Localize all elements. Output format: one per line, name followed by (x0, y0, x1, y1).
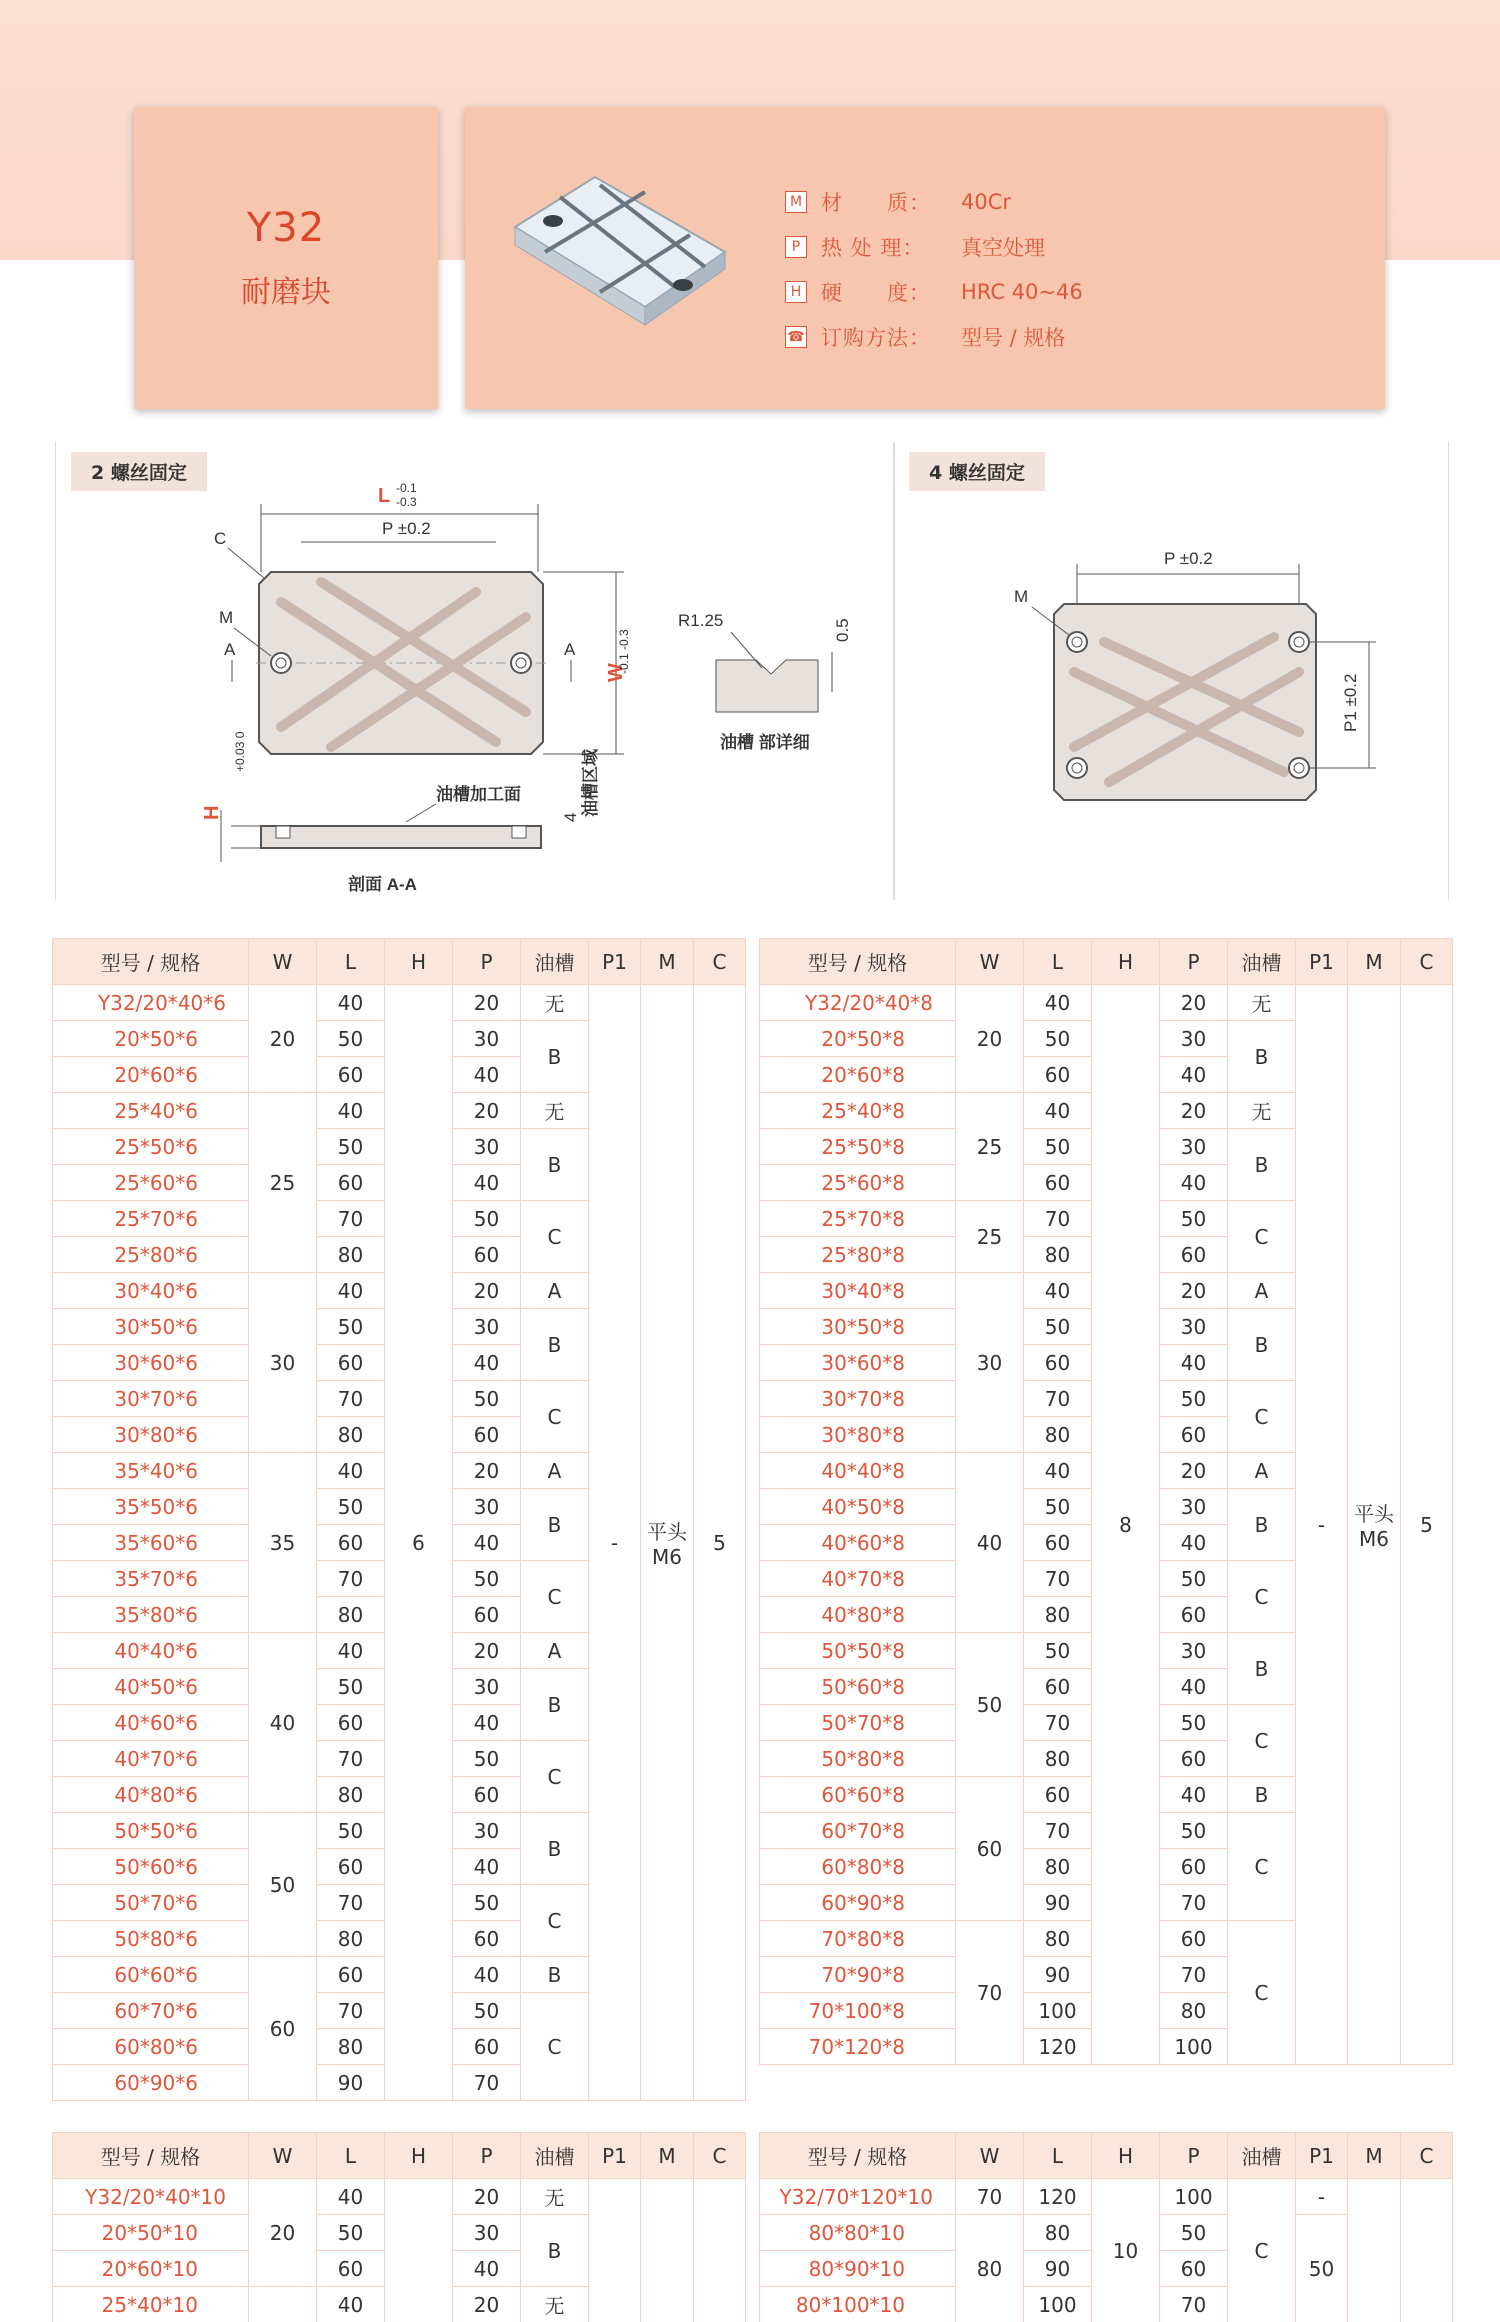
table-row: 70*100*8 100 80 (760, 1993, 1453, 2029)
model-cell: 60*80*6 (53, 2029, 249, 2065)
model-cell: 70*120*8 (760, 2029, 956, 2065)
spec-table-6mm (52, 938, 746, 2101)
table-row: 30*70*8 70 50 C (760, 1381, 1453, 1417)
model-cell: 40*40*8 (760, 1453, 956, 1489)
table-row: 25*40*10 40 20 无 (53, 2287, 746, 2322)
table-row: 40*60*6 60 40 (53, 1705, 746, 1741)
product-spec-card (465, 107, 1385, 409)
table-row: 30*40*8 30 40 20 A (760, 1273, 1453, 1309)
model-cell: 40*80*6 (53, 1777, 249, 1813)
table-row: 50*80*6 80 60 (53, 1921, 746, 1957)
table-row: 40*80*8 80 60 (760, 1597, 1453, 1633)
model-cell: 40*50*8 (760, 1489, 956, 1525)
model-cell: 25*70*8 (760, 1201, 956, 1237)
model-cell: 30*40*8 (760, 1273, 956, 1309)
model-cell: 40*50*6 (53, 1669, 249, 1705)
table-row: 60*70*8 70 50 C (760, 1813, 1453, 1849)
table-row: 50*60*6 60 40 (53, 1849, 746, 1885)
spec-table-10mm-b (759, 2132, 1453, 2322)
table-row: 30*60*8 60 40 (760, 1345, 1453, 1381)
table-row: 25*70*8 25 70 50 C (760, 1201, 1453, 1237)
model-cell: 30*40*6 (53, 1273, 249, 1309)
model-cell: 20*50*6 (53, 1021, 249, 1057)
table-row: 20*50*10 50 30 B (53, 2215, 746, 2251)
svg-text:R1.25: R1.25 (678, 611, 724, 630)
table-row: 25*60*8 60 40 (760, 1165, 1453, 1201)
model-cell: 30*50*6 (53, 1309, 249, 1345)
table-row: 25*40*6 25 40 20 无 (53, 1093, 746, 1129)
product-image (505, 157, 735, 337)
table-row: 50*50*6 50 50 30 B (53, 1813, 746, 1849)
table-header-row: 型号 / 规格 W L H P 油槽 P1 M C (760, 2133, 1453, 2179)
table-row: 60*60*6 60 60 40 B (53, 1957, 746, 1993)
technical-drawing-4-screw (894, 442, 1450, 900)
model-cell: 80*80*10 (760, 2215, 956, 2251)
table-row: 25*40*8 25 40 20 无 (760, 1093, 1453, 1129)
model-cell: Y32/70*120*10 (760, 2179, 956, 2215)
spec-material: M 材 质： 40Cr (785, 179, 1083, 224)
svg-text:M: M (1014, 587, 1029, 606)
table-header-row: 型号 / 规格 W L H P 油槽 P1 M C (760, 939, 1453, 985)
table-row: 80*80*10 80 80 50 50 (760, 2215, 1453, 2251)
table-row: 50*70*6 70 50 C (53, 1885, 746, 1921)
spec-table-8mm (759, 938, 1453, 2065)
model-cell: 60*70*6 (53, 1993, 249, 2029)
model-cell: 40*70*6 (53, 1741, 249, 1777)
table-header-row: 型号 / 规格 W L H P 油槽 P1 M C (53, 2133, 746, 2179)
table-row: 20*60*6 60 40 (53, 1057, 746, 1093)
table-row: 40*40*6 40 40 20 A (53, 1633, 746, 1669)
model-cell: 25*80*6 (53, 1237, 249, 1273)
table-row: 30*70*6 70 50 C (53, 1381, 746, 1417)
model-cell: 30*70*8 (760, 1381, 956, 1417)
model-cell: 25*60*8 (760, 1165, 956, 1201)
model-cell: 25*70*6 (53, 1201, 249, 1237)
table-row: 40*70*6 70 50 C (53, 1741, 746, 1777)
table-row: 60*70*6 70 50 C (53, 1993, 746, 2029)
dim-L: L (378, 485, 391, 507)
model-cell: 30*60*6 (53, 1345, 249, 1381)
model-cell: 50*70*8 (760, 1705, 956, 1741)
model-cell: 40*80*8 (760, 1597, 956, 1633)
groove-detail (716, 660, 818, 712)
table-row: Y32/70*120*10 70 120 10 100 C - (760, 2179, 1453, 2215)
svg-text:剖面 A-A: 剖面 A-A (348, 875, 417, 894)
model-cell: 30*80*6 (53, 1417, 249, 1453)
table-row: 25*50*6 50 30 B (53, 1129, 746, 1165)
model-cell: 80*100*10 (760, 2287, 956, 2322)
svg-text:+0.03 0: +0.03 0 (233, 731, 247, 772)
svg-text:P1 ±0.2: P1 ±0.2 (1341, 673, 1360, 732)
table-row: 30*40*6 30 40 20 A (53, 1273, 746, 1309)
table-row: 60*80*8 80 60 (760, 1849, 1453, 1885)
model-cell: Y32/20*40*6 (53, 985, 249, 1021)
spec-order-method: ☎ 订购方法： 型号 / 规格 (785, 314, 1083, 359)
svg-text:0.5: 0.5 (833, 618, 852, 642)
product-title-card (134, 107, 438, 409)
table-row: 50*70*8 70 50 C (760, 1705, 1453, 1741)
screw-type-cell: 平头 M6 (641, 985, 694, 2101)
table-header-row: 型号 / 规格 W L H P 油槽 P1 M C (53, 939, 746, 985)
model-cell: Y32/20*40*8 (760, 985, 956, 1021)
svg-text:-0.1: -0.1 (396, 481, 417, 495)
svg-text:A: A (224, 640, 236, 659)
dim-H: H (201, 805, 223, 820)
product-name: 耐磨块 (241, 275, 331, 310)
table-row: 20*60*10 60 40 (53, 2251, 746, 2287)
table-row: 40*80*6 80 60 (53, 1777, 746, 1813)
material-tag-icon: M (785, 191, 807, 213)
screw-type-cell: 平头 M6 (1348, 985, 1401, 2065)
model-cell: 35*50*6 (53, 1489, 249, 1525)
model-cell: 20*60*8 (760, 1057, 956, 1093)
model-cell: 50*70*6 (53, 1885, 249, 1921)
table-row: 30*50*8 50 30 B (760, 1309, 1453, 1345)
table-row: 20*50*8 50 30 B (760, 1021, 1453, 1057)
table-row: 40*70*8 70 50 C (760, 1561, 1453, 1597)
model-cell: 80*90*10 (760, 2251, 956, 2287)
svg-text:M: M (219, 608, 234, 627)
model-cell: 70*80*8 (760, 1921, 956, 1957)
model-cell: Y32/20*40*10 (53, 2179, 249, 2215)
spec-list (785, 179, 1083, 359)
model-cell: 60*60*6 (53, 1957, 249, 1993)
model-cell: 60*80*8 (760, 1849, 956, 1885)
svg-text:油槽加工面: 油槽加工面 (436, 785, 521, 804)
table-row: 35*80*6 80 60 (53, 1597, 746, 1633)
table-row: 35*60*6 60 40 (53, 1525, 746, 1561)
table-row: 30*80*6 80 60 (53, 1417, 746, 1453)
diagram-2-screw (55, 442, 895, 900)
table-row: 30*50*6 50 30 B (53, 1309, 746, 1345)
table-row: 30*80*8 80 60 (760, 1417, 1453, 1453)
table-row: 80*100*10 100 70 (760, 2287, 1453, 2322)
hardness-tag-icon: H (785, 281, 807, 303)
table-row: 35*50*6 50 30 B (53, 1489, 746, 1525)
model-cell: 35*80*6 (53, 1597, 249, 1633)
table-row: Y32/20*40*6 20 40 6 20 无 - 平头 M6 5 (53, 985, 746, 1021)
product-code: Y32 (246, 205, 326, 251)
table-row: 30*60*6 60 40 (53, 1345, 746, 1381)
table-row: 25*60*6 60 40 (53, 1165, 746, 1201)
model-cell: 60*60*8 (760, 1777, 956, 1813)
process-tag-icon: P (785, 236, 807, 258)
svg-text:油槽 部详细: 油槽 部详细 (720, 733, 810, 752)
model-cell: 60*70*8 (760, 1813, 956, 1849)
model-cell: 25*80*8 (760, 1237, 956, 1273)
model-cell: 20*50*10 (53, 2215, 249, 2251)
svg-text:4: 4 (561, 812, 580, 822)
model-cell: 70*100*8 (760, 1993, 956, 2029)
model-cell: 35*40*6 (53, 1453, 249, 1489)
dim-P: P ±0.2 (382, 519, 431, 538)
model-cell: 40*60*8 (760, 1525, 956, 1561)
svg-text:油槽区域: 油槽区域 (581, 749, 600, 817)
model-cell: 60*90*8 (760, 1885, 956, 1921)
model-cell: 50*60*6 (53, 1849, 249, 1885)
table-row: 50*60*8 60 40 (760, 1669, 1453, 1705)
svg-text:-0.3: -0.3 (396, 495, 417, 509)
phone-icon: ☎ (785, 326, 807, 348)
model-cell: 30*80*8 (760, 1417, 956, 1453)
model-cell: 25*60*6 (53, 1165, 249, 1201)
section-view (261, 826, 541, 848)
spec-table-10mm-a (52, 2132, 746, 2322)
table-row: 25*80*8 80 60 (760, 1237, 1453, 1273)
screw-hole-left (271, 653, 291, 673)
svg-text:P ±0.2: P ±0.2 (1164, 549, 1213, 568)
table-row: 20*50*6 50 30 B (53, 1021, 746, 1057)
table-row: 25*80*6 80 60 (53, 1237, 746, 1273)
table-row: 70*80*8 70 80 60 C (760, 1921, 1453, 1957)
table-row: 50*50*8 50 50 30 B (760, 1633, 1453, 1669)
model-cell: 35*70*6 (53, 1561, 249, 1597)
model-cell: 40*40*6 (53, 1633, 249, 1669)
model-cell: 20*50*8 (760, 1021, 956, 1057)
model-cell: 40*60*6 (53, 1705, 249, 1741)
diagram-4-screw (893, 442, 1449, 900)
diagram-title: 4 螺丝固定 (909, 452, 1045, 491)
table-row: 20*60*8 60 40 (760, 1057, 1453, 1093)
model-cell: 25*40*8 (760, 1093, 956, 1129)
model-cell: 25*50*8 (760, 1129, 956, 1165)
model-cell: 20*60*6 (53, 1057, 249, 1093)
table-row: 40*60*8 60 40 (760, 1525, 1453, 1561)
model-cell: 25*50*6 (53, 1129, 249, 1165)
table-row: Y32/20*40*10 20 40 20 无 (53, 2179, 746, 2215)
model-cell: 35*60*6 (53, 1525, 249, 1561)
table-row: 60*90*6 90 70 (53, 2065, 746, 2101)
table-row: 25*70*6 70 50 C (53, 1201, 746, 1237)
table-row: 50*80*8 80 60 (760, 1741, 1453, 1777)
model-cell: 60*90*6 (53, 2065, 249, 2101)
table-row: 40*50*8 50 30 B (760, 1489, 1453, 1525)
model-cell: 25*40*6 (53, 1093, 249, 1129)
model-cell: 30*70*6 (53, 1381, 249, 1417)
dim-W: W (605, 663, 627, 682)
model-cell: 50*60*8 (760, 1669, 956, 1705)
spec-hardness: H 硬 度： HRC 40~46 (785, 269, 1083, 314)
table-row: 60*80*6 80 60 (53, 2029, 746, 2065)
table-row: 60*60*8 60 60 40 B (760, 1777, 1453, 1813)
table-row: 70*120*8 120 100 (760, 2029, 1453, 2065)
model-cell: 50*80*6 (53, 1921, 249, 1957)
technical-drawing-2-screw (56, 442, 896, 900)
model-cell: 70*90*8 (760, 1957, 956, 1993)
model-cell: 30*60*8 (760, 1345, 956, 1381)
table-row: 40*50*6 50 30 B (53, 1669, 746, 1705)
table-row: Y32/20*40*8 20 40 8 20 无 - 平头 M6 5 (760, 985, 1453, 1021)
table-row: 70*90*8 90 70 (760, 1957, 1453, 1993)
table-row: 80*90*10 90 60 (760, 2251, 1453, 2287)
table-row: 35*40*6 35 40 20 A (53, 1453, 746, 1489)
model-cell: 20*60*10 (53, 2251, 249, 2287)
table-row: 60*90*8 90 70 (760, 1885, 1453, 1921)
model-cell: 40*70*8 (760, 1561, 956, 1597)
table-row: 25*50*8 50 30 B (760, 1129, 1453, 1165)
label-C: C (214, 529, 227, 548)
diagram-title: 2 螺丝固定 (71, 452, 207, 491)
model-cell: 50*80*8 (760, 1741, 956, 1777)
table-row: 35*70*6 70 50 C (53, 1561, 746, 1597)
spec-heat-treatment: P 热 处 理： 真空处理 (785, 224, 1083, 269)
model-cell: 30*50*8 (760, 1309, 956, 1345)
model-cell: 25*40*10 (53, 2287, 249, 2322)
svg-text:A: A (564, 640, 576, 659)
model-cell: 50*50*8 (760, 1633, 956, 1669)
screw-hole-right (511, 653, 531, 673)
table-row: 40*40*8 40 40 20 A (760, 1453, 1453, 1489)
model-cell: 50*50*6 (53, 1813, 249, 1849)
svg-text:-0.1 -0.3: -0.1 -0.3 (617, 629, 631, 674)
